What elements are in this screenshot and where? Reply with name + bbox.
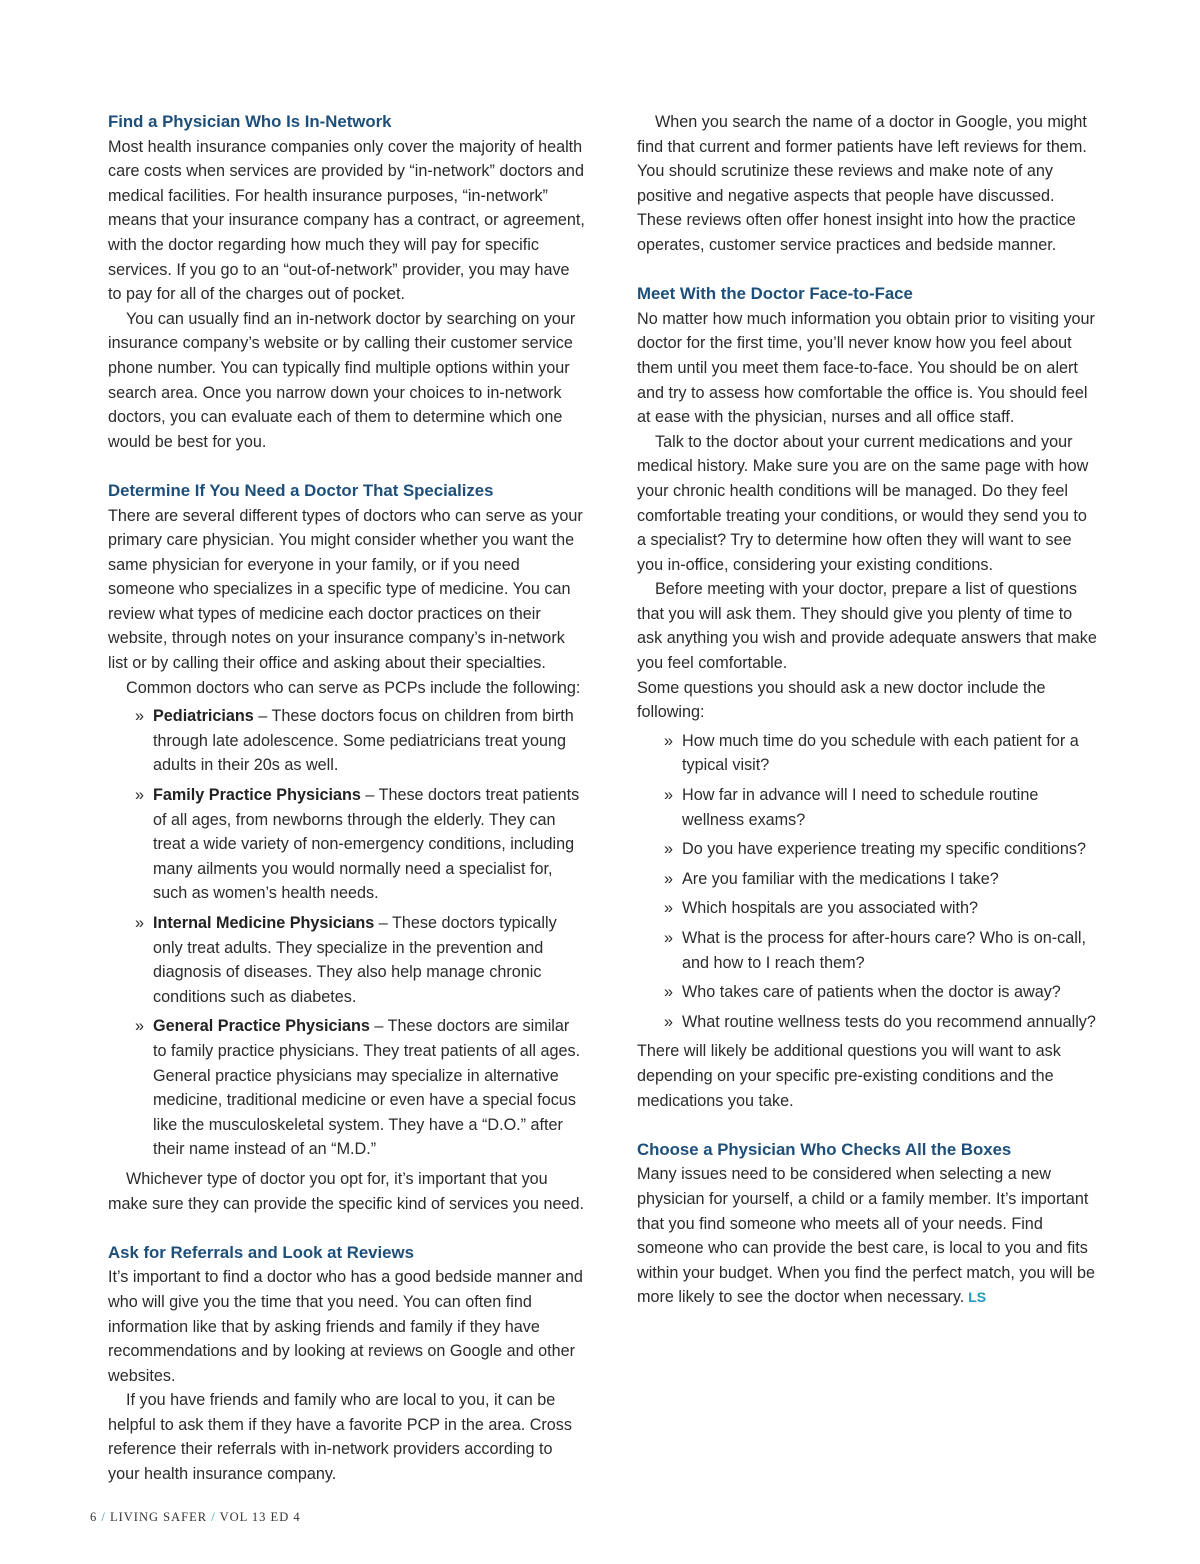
right-column	[637, 110, 1099, 1310]
page-number: 6	[90, 1510, 98, 1524]
question-text: How far in advance will I need to schedule routine wellness exams?	[682, 786, 1039, 829]
list-item-text: – These doctors treat patients of all ages, from newborns through the elderly. They can treat a wide variety of non-emergency conditions, including many ailments you would normally need a specialist for, such as women’s health needs.	[153, 786, 580, 903]
list-item	[108, 1014, 586, 1162]
list-item-text: – These doctors are similar to family practice physicians. They treat patients of all ages. General practice physicians may specialize in alternative medicine, traditional medicine or even have a special focus like the musculoskeletal system. They have a “D.O.” after their name instead of an “M.D.”	[153, 1017, 581, 1159]
bullet-mark-icon: »	[135, 914, 145, 932]
choose-heading: Choose a Physician Who Checks All the Boxes	[637, 1139, 1012, 1159]
bullet-mark-icon: »	[135, 707, 145, 726]
choose-paragraph-text: Many issues need to be considered when selecting a new physician for yourself, a child or a family member. It’s important that you find someone who meets all of your needs. Find someone who can provide the best care, is local to you and fits within your budget. When you find the perfect match, you will be more likely to see the doctor when necessary.	[637, 1165, 1095, 1307]
face-to-face-paragraph-4: Some questions you should ask a new doctor include the following:	[637, 678, 1046, 722]
specializes-paragraph-3: Whichever type of doctor you opt for, it’s important that you make sure they can provide the specific kind of services you need.	[108, 1169, 584, 1213]
face-to-face-paragraph-3: Before meeting with your doctor, prepare a list of questions that you will ask them. They should give you plenty of time to ask anything you wish and provide adequate answers that make you feel comfortable.	[637, 580, 1097, 673]
face-to-face-paragraph-2: Talk to the doctor about your current medications and your medical history. Make sure you are on the same page with how your chronic health conditions will be managed. Do they feel comfortable treating your conditions, or would they send you to a specialist? Try to determine how often they will want to see you in-office, considering your existing conditions.	[637, 432, 1089, 574]
bullet-mark-icon: »	[664, 731, 674, 750]
in-network-paragraph-1: Most health insurance companies only cover the majority of health care costs when services are provided by “in-network” doctors and medical facilities. For health insurance purposes, “in-network” means that your insurance company has a contract, or agreement, with the doctor regarding how much they will pay for specific services. If you go to an “out-of-network” provider, you may have to pay for all of the charges out of pocket.	[108, 137, 585, 304]
face-to-face-paragraph-1: No matter how much information you obtain prior to visiting your doctor for the first time, you’ll never know how you feel about them until you meet them face-to-face. You should be on alert and try to assess how comfortable the office is. You should feel at ease with the physician, nurses and all office staff.	[637, 309, 1095, 427]
footer-separator: /	[211, 1510, 216, 1524]
end-mark-logo: LS	[968, 1289, 987, 1306]
page-footer	[90, 1510, 301, 1525]
bullet-mark-icon: »	[664, 899, 674, 918]
specializes-heading: Determine If You Need a Doctor That Specializes	[108, 480, 494, 500]
bullet-mark-icon: »	[135, 786, 145, 805]
list-item	[637, 867, 1099, 892]
referrals-paragraph-2: If you have friends and family who are local to you, it can be helpful to ask them if they have a favorite PCP in the area. Cross reference their referrals with in-network providers according to your health insurance company.	[108, 1391, 572, 1484]
list-item-term: General Practice Physicians	[153, 1017, 370, 1036]
in-network-paragraph-2: You can usually find an in-network doctor by searching on your insurance company’s website or by calling their customer service phone number. You can typically find multiple options within your search area. Once you narrow down your choices to in-network doctors, you can evaluate each of them to determine which one would be best for you.	[108, 309, 576, 451]
bullet-mark-icon: »	[664, 929, 674, 947]
list-item	[108, 911, 586, 1009]
footer-separator: /	[101, 1510, 106, 1524]
left-column	[108, 110, 586, 1487]
list-item-term: Internal Medicine Physicians	[153, 914, 375, 932]
publication-name: LIVING SAFER	[109, 1510, 208, 1524]
question-text: Which hospitals are you associated with?	[682, 899, 979, 918]
bullet-mark-icon: »	[664, 1012, 674, 1031]
bullet-mark-icon: »	[664, 869, 674, 888]
list-item	[637, 896, 1099, 921]
specializes-paragraph-2: Common doctors who can serve as PCPs include the following:	[126, 678, 581, 697]
question-text: What is the process for after-hours care? Who is on-call, and how to I reach them?	[682, 929, 1086, 972]
bullet-mark-icon: »	[135, 1017, 145, 1036]
question-text: How much time do you schedule with each patient for a typical visit?	[682, 731, 1079, 775]
list-item	[637, 1010, 1099, 1035]
bullet-mark-icon: »	[664, 840, 674, 859]
question-text: What routine wellness tests do you recommend annually?	[682, 1012, 1096, 1031]
question-text: Who takes care of patients when the doctor is away?	[682, 983, 1061, 1002]
bullet-mark-icon: »	[664, 786, 674, 805]
list-item-term: Pediatricians	[153, 707, 254, 726]
referrals-paragraph-1: It’s important to find a doctor who has a good bedside manner and who will give you the time that you need. You can often find information like that by asking friends and family if they have recommendations and by looking at reviews on Google and other websites.	[108, 1268, 583, 1385]
list-item	[108, 704, 586, 778]
list-item-text: – These doctors typically only treat adults. They specialize in the prevention and diagnosis of diseases. They also help manage chronic conditions such as diabetes.	[153, 914, 557, 1006]
list-item	[108, 783, 586, 906]
in-network-heading: Find a Physician Who Is In-Network	[108, 112, 392, 131]
list-item	[637, 729, 1099, 778]
list-item	[637, 926, 1099, 975]
referrals-paragraph-3: When you search the name of a doctor in Google, you might find that current and former patients have left reviews for them. You should scrutinize these reviews and make note of any positive and negative aspects that people have discussed. These reviews often offer honest insight into how the practice operates, customer service practices and bedside manner.	[637, 113, 1087, 254]
questions-list	[637, 729, 1099, 1035]
bullet-mark-icon: »	[664, 983, 674, 1002]
pcp-types-list	[108, 704, 586, 1162]
face-to-face-paragraph-5: There will likely be additional questions you will want to ask depending on your specific pre-existing conditions and the medications you take.	[637, 1042, 1061, 1110]
choose-paragraph-1	[637, 1162, 1099, 1310]
specializes-paragraph-1: There are several different types of doctors who can serve as your primary care physician. You might consider whether you want the same physician for everyone in your family, or if you need someone who specializes in a specific type of medicine. You can review what types of medicine each doctor practices on their website, through notes on your insurance company’s in-network list or by calling their office and asking about their specialties.	[108, 506, 583, 673]
issue-number: VOL 13 ED 4	[219, 1510, 301, 1524]
list-item	[637, 980, 1099, 1005]
question-text: Do you have experience treating my specific conditions?	[682, 840, 1087, 859]
list-item	[637, 783, 1099, 832]
list-item-term: Family Practice Physicians	[153, 786, 361, 805]
face-to-face-heading: Meet With the Doctor Face-to-Face	[637, 284, 913, 304]
list-item	[637, 837, 1099, 862]
question-text: Are you familiar with the medications I take?	[682, 869, 999, 888]
referrals-heading: Ask for Referrals and Look at Reviews	[108, 1242, 414, 1262]
list-item-text: – These doctors focus on children from birth through late adolescence. Some pediatricians treat young adults in their 20s as well.	[153, 707, 574, 775]
